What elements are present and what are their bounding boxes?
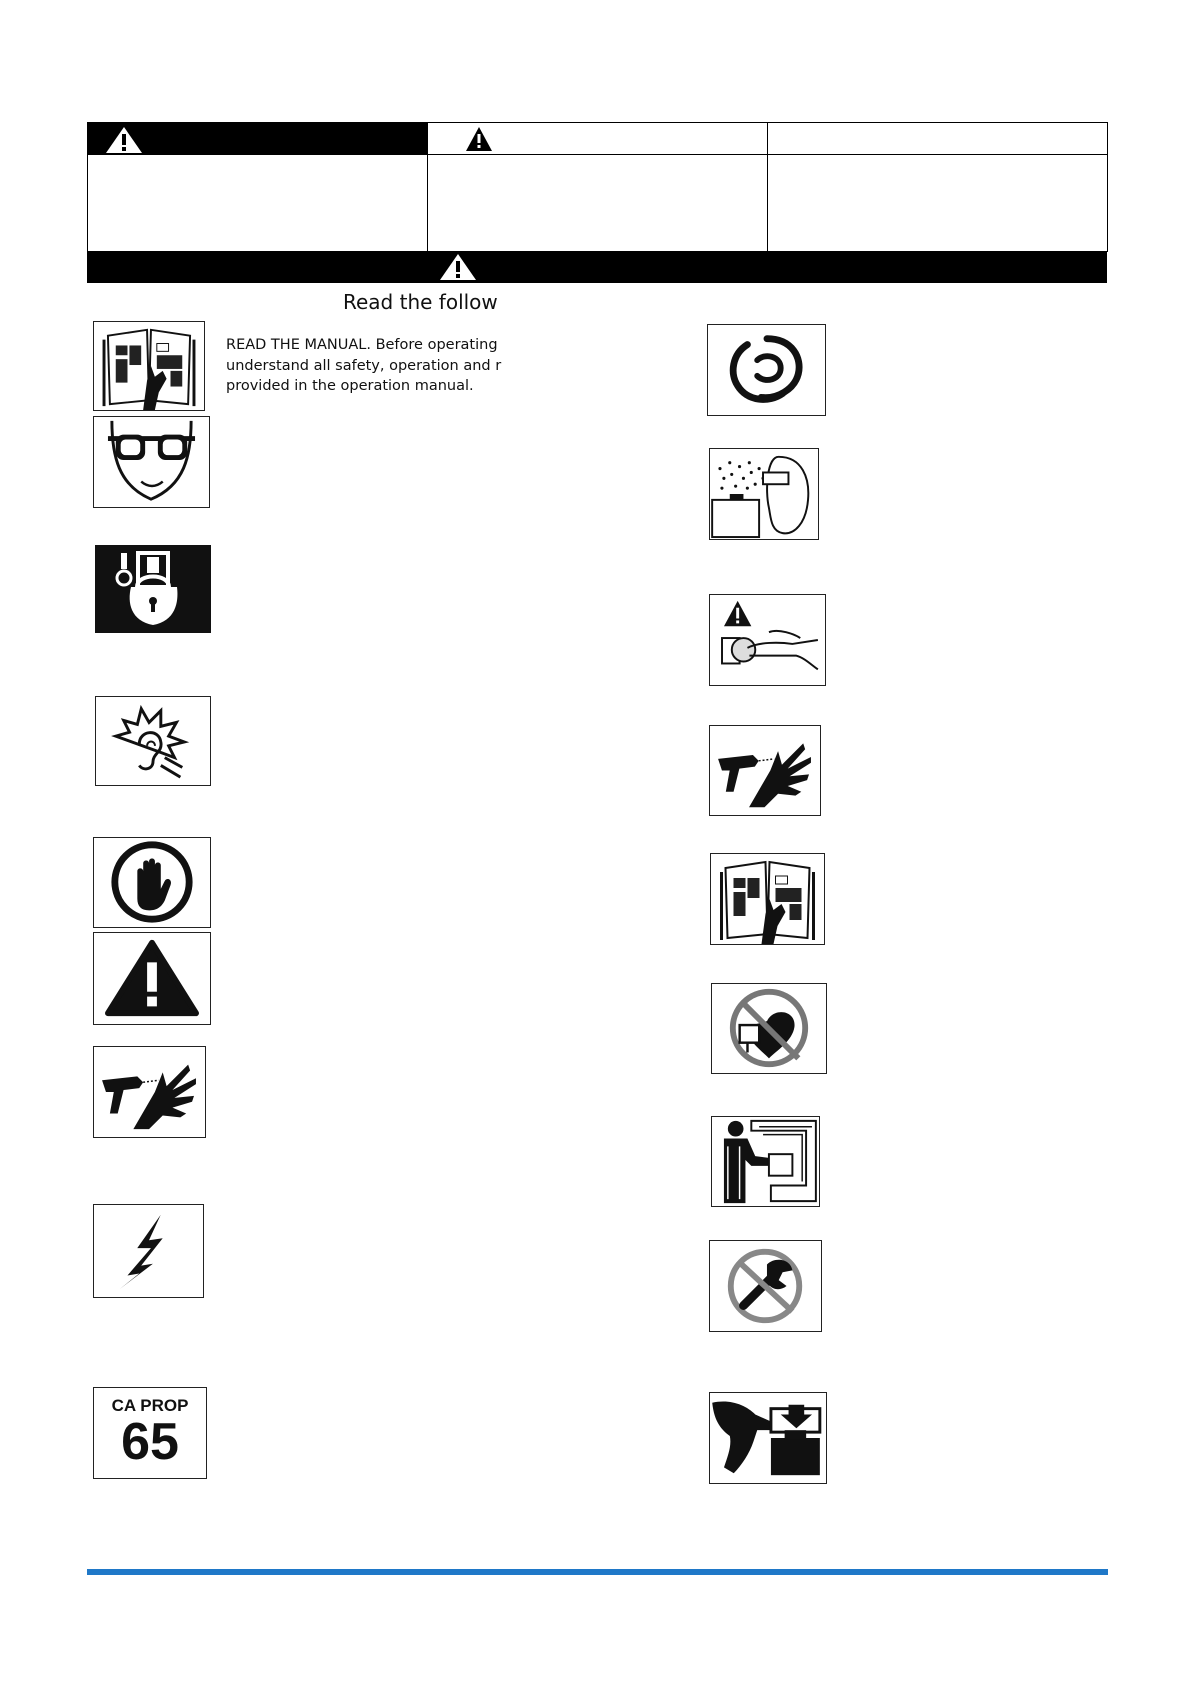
no-touch-hand-icon (93, 837, 211, 928)
intro-text-clip (300, 286, 498, 320)
spray-face-icon (709, 448, 819, 540)
injection-hazard-icon (709, 725, 821, 816)
rotating-parts-icon (707, 324, 826, 416)
injection-hazard-icon (93, 1046, 206, 1138)
read-manual-icon (93, 321, 205, 411)
electric-shock-icon (93, 1204, 204, 1298)
worker-cabinet-icon (711, 1116, 820, 1207)
read-manual-text (226, 335, 502, 401)
general-warning-icon (93, 932, 211, 1025)
intro-text: Read the follow (343, 290, 498, 314)
eye-protection-icon (93, 416, 210, 508)
read-manual-icon (710, 853, 825, 945)
no-tools-icon (709, 1240, 822, 1332)
warning-triangle-icon (104, 125, 144, 155)
lockout-icon (95, 545, 211, 633)
read-manual-line-2: understand all safety, operation and r (226, 357, 502, 374)
pinch-point-icon (709, 1392, 827, 1484)
header-cell-2-body (427, 154, 768, 252)
ca-prop-65-label: CA PROP (111, 1396, 189, 1415)
header-cell-3-title (767, 122, 1108, 155)
read-manual-line-1: READ THE MANUAL. Before operating (226, 337, 498, 353)
ca-prop-65-icon (93, 1387, 207, 1479)
hearing-protection-icon (95, 696, 211, 786)
header-cell-2-title (427, 122, 768, 155)
header-cell-3-body (767, 154, 1108, 252)
ca-prop-65-number: 65 (121, 1413, 179, 1471)
warning-triangle-icon (464, 125, 494, 153)
header-cell-1-title (87, 122, 428, 155)
no-pacemaker-icon (711, 983, 827, 1074)
warning-triangle-icon (438, 252, 478, 282)
warning-banner (87, 251, 1107, 283)
header-cell-1-body (87, 154, 428, 252)
footer-rule (87, 1569, 1108, 1575)
read-manual-line-3: provided in the operation manual. (226, 378, 474, 394)
pressure-relief-button-icon (709, 594, 826, 686)
